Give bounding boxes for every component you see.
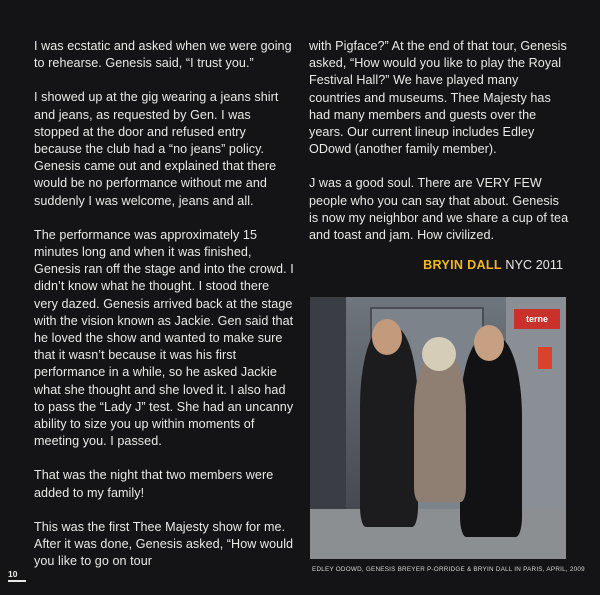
signature-name: BRYIN DALL: [423, 258, 502, 273]
photo-floor: [310, 509, 566, 559]
person-left-head: [372, 319, 402, 355]
left-text-column: [34, 38, 296, 587]
paragraph: with Pigface?” At the end of that tour, Genesis asked, “How would you like to play the Royal Festival Hall?” We have played many countries and museums. Thee Majesty has had many members and guests over the years. Our current lineup includes Edley ODowd (another family member).: [309, 39, 567, 157]
signature-place: NYC 2011: [501, 258, 563, 273]
signature: [309, 257, 563, 274]
paragraph: The performance was approximately 15 minutes long and when it was finished, Genesis ran off the stage and into the crowd. I didn’t know what he thought. I stood there very dazed. Genesis arrived back at the stage with the vision known as Jackie. Gen said that he loved the show and wanted to make sure that it wasn’t because it was his first performance in a while, so he asked Jackie what she thought and she loved it. I also had to pass the “Lady J” test. She had an uncanny ability to size you up within moments of meeting you. I passed.: [34, 227, 294, 449]
paragraph: That was the night that two members were added to my family!: [34, 468, 274, 500]
person-right-head: [474, 325, 504, 361]
photo-sign-small: [538, 347, 552, 369]
paragraph: This was the first Thee Majesty show for me. After it was done, Genesis asked, “How would you like to go on tour: [34, 519, 294, 569]
person-center: [414, 352, 466, 502]
photo-sign: terne: [514, 309, 560, 329]
group-photo: [310, 297, 566, 559]
page-number-underline: [8, 580, 26, 582]
person-right: [460, 337, 522, 537]
person-center-head: [422, 337, 456, 371]
paragraph: I was ecstatic and asked when we were going to rehearse. Genesis said, “I trust you.”: [34, 39, 292, 71]
right-text-column: [309, 38, 571, 274]
page-number: 10: [8, 569, 18, 579]
paragraph: J was a good soul. There are VERY FEW people who you can say that about. Genesis is now my neighbor and we share a cup of tea and toast and jam. How civilized.: [309, 176, 569, 243]
paragraph: I showed up at the gig wearing a jeans shirt and jeans, as requested by Gen. I was stopped at the door and refused entry because the club had a “no jeans” policy. Genesis came out and explained that there would be no performance without me and suddenly I was welcome, jeans and all.: [34, 90, 279, 208]
person-left: [360, 327, 418, 527]
photo-caption: EDLEY ODOWD, GENESIS BREYER P-ORRIDGE & BRYIN DALL IN PARIS, APRIL, 2009: [312, 566, 585, 573]
